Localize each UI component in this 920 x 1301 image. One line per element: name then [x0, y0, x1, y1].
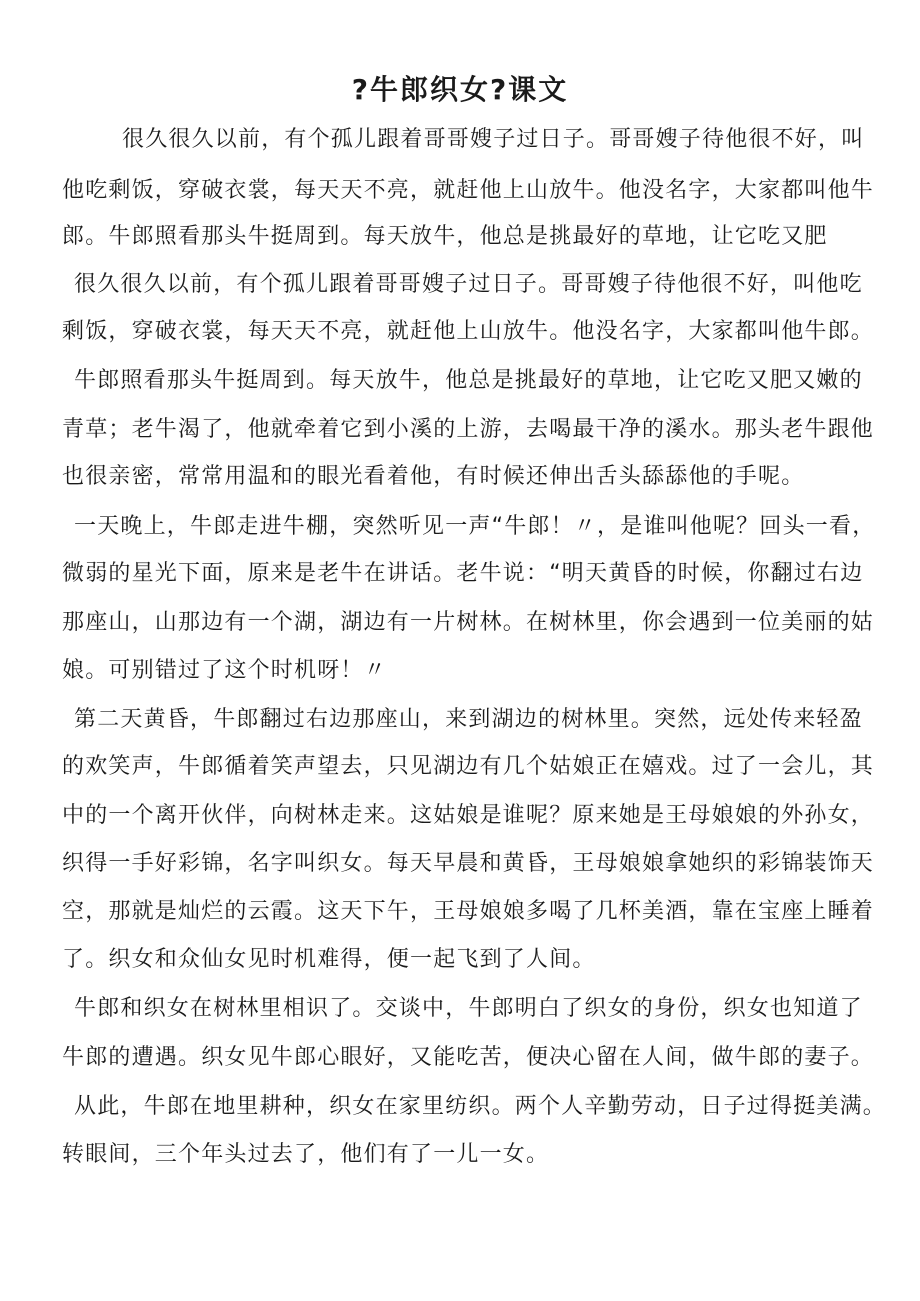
text-line: 的欢笑声，牛郎循着笑声望去，只见湖边有几个姑娘正在嬉戏。过了一会儿，其	[62, 754, 875, 779]
document-title: ?牛郎织女?课文	[351, 73, 569, 106]
text-line: 牛郎的遭遇。织女见牛郎心眼好，又能吃苦，便决心留在人间，做牛郎的妻子。	[62, 1045, 875, 1070]
text-line: 郎。牛郎照看那头牛挺周到。每天放牛，他总是挑最好的草地，让它吃又肥	[62, 224, 828, 249]
text-line: 剩饭，穿破衣裳，每天天不亮，就赶他上山放牛。他没名字，大家都叫他牛郎。	[62, 319, 875, 344]
text-line: 牛郎照看那头牛挺周到。每天放牛，他总是挑最好的草地，让它吃又肥又嫩的	[74, 368, 863, 393]
text-line: 从此，牛郎在地里耕种，织女在家里纺织。两个人辛勤劳动，日子过得挺美满。	[74, 1094, 887, 1119]
text-line: 了。织女和众仙女见时机难得，便一起飞到了人间。	[62, 947, 596, 972]
text-line: 中的一个离开伙伴，向树林走来。这姑娘是谁呢？原来她是王母娘娘的外孙女，	[62, 803, 875, 828]
text-line: 很久很久以前，有个孤儿跟着哥哥嫂子过日子。哥哥嫂子待他很不好，叫	[122, 127, 865, 152]
text-line: 一天晚上，牛郎走进牛棚，突然听见一声“牛郎！〃，是谁叫他呢？回头一看，	[74, 514, 876, 539]
text-line: 转眼间，三个年头过去了，他们有了一儿一女。	[62, 1142, 550, 1167]
text-line: 牛郎和织女在树林里相识了。交谈中，牛郎明白了织女的身份，织女也知道了	[74, 996, 863, 1021]
text-line: 空，那就是灿烂的云霞。这天下午，王母娘娘多喝了几杯美酒，靠在宝座上睡着	[62, 899, 875, 924]
text-line: 他吃剩饭，穿破衣裳，每天天不亮，就赶他上山放牛。他没名字，大家都叫他牛	[62, 178, 875, 203]
text-line: 织得一手好彩锦，名字叫织女。每天早晨和黄昏，王母娘娘拿她织的彩锦装饰天	[62, 851, 875, 876]
text-line: 也很亲密，常常用温和的眼光看着他，有时候还伸出舌头舔舔他的手呢。	[62, 464, 805, 489]
text-line: 青草；老牛渴了，他就牵着它到小溪的上游，去喝最干净的溪水。那头老牛跟他	[62, 417, 875, 442]
text-line: 娘。可别错过了这个时机呀！〃	[62, 658, 387, 683]
text-line: 那座山，山那边有一个湖，湖边有一片树林。在树林里，你会遇到一位美丽的姑	[62, 610, 875, 635]
text-line: 很久很久以前，有个孤儿跟着哥哥嫂子过日子。哥哥嫂子待他很不好，叫他吃	[74, 272, 863, 297]
text-line: 微弱的星光下面，原来是老牛在讲话。老牛说：“明天黄昏的时候，你翻过右边	[62, 561, 864, 586]
text-line: 第二天黄昏，牛郎翻过右边那座山，来到湖边的树林里。突然，远处传来轻盈	[74, 707, 863, 732]
